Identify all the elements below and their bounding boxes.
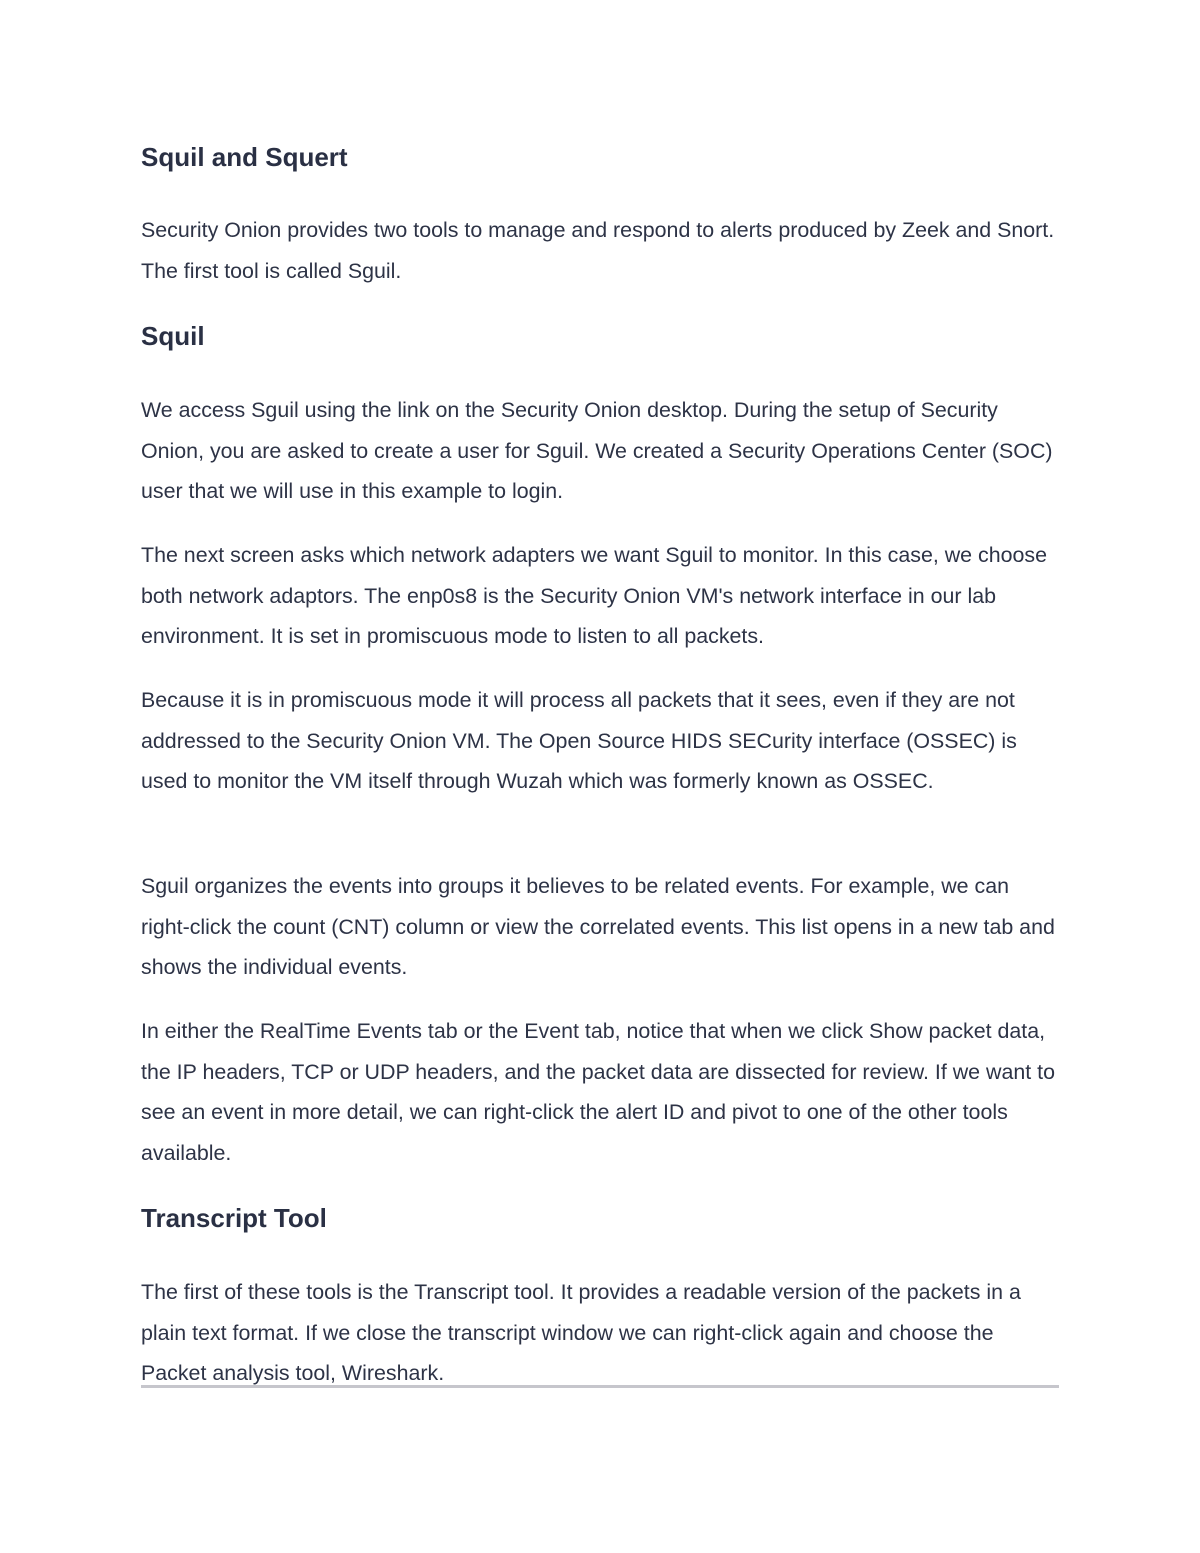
squil-paragraph-4: Sguil organizes the events into groups it believes to be related events. For example, we can right-click the count (CNT) column or view the correlated events. This list opens in a new tab and shows the individual events. bbox=[141, 874, 1055, 980]
intro-paragraph: Security Onion provides two tools to manage and respond to alerts produced by Zeek and Snort. The first tool is called Sguil. bbox=[141, 218, 1055, 283]
squil-paragraph-3: Because it is in promiscuous mode it will process all packets that it sees, even if they are not addressed to the Security Onion VM. The Open Source HIDS SECurity interface (OSSEC) is used to monitor the VM itself through Wuzah which was formerly known as OSSEC. bbox=[141, 688, 1017, 794]
page-bottom-divider bbox=[141, 1385, 1059, 1388]
main-heading: Squil and Squert bbox=[141, 142, 348, 172]
squil-paragraph-1: We access Sguil using the link on the Security Onion desktop. During the setup of Security Onion, you are asked to create a user for Sguil. We created a Security Operations Center (SOC) user that we will use in this example to login. bbox=[141, 398, 1053, 504]
section-heading-transcript-tool: Transcript Tool bbox=[141, 1203, 327, 1233]
squil-paragraph-5: In either the RealTime Events tab or the Event tab, notice that when we click Show packet data, the IP headers, TCP or UDP headers, and the packet data are dissected for review. If we want to see an event in more detail, we can right-click the alert ID and pivot to one of the other tools available. bbox=[141, 1019, 1055, 1165]
transcript-paragraph-1: The first of these tools is the Transcript tool. It provides a readable version of the packets in a plain text format. If we close the transcript window we can right-click again and choose the Packet analysis tool, Wireshark. bbox=[141, 1280, 1021, 1386]
section-heading-squil: Squil bbox=[141, 321, 205, 351]
squil-paragraph-2: The next screen asks which network adapters we want Sguil to monitor. In this case, we choose both network adaptors. The enp0s8 is the Security Onion VM's network interface in our lab environment. It is set in promiscuous mode to listen to all packets. bbox=[141, 543, 1047, 649]
